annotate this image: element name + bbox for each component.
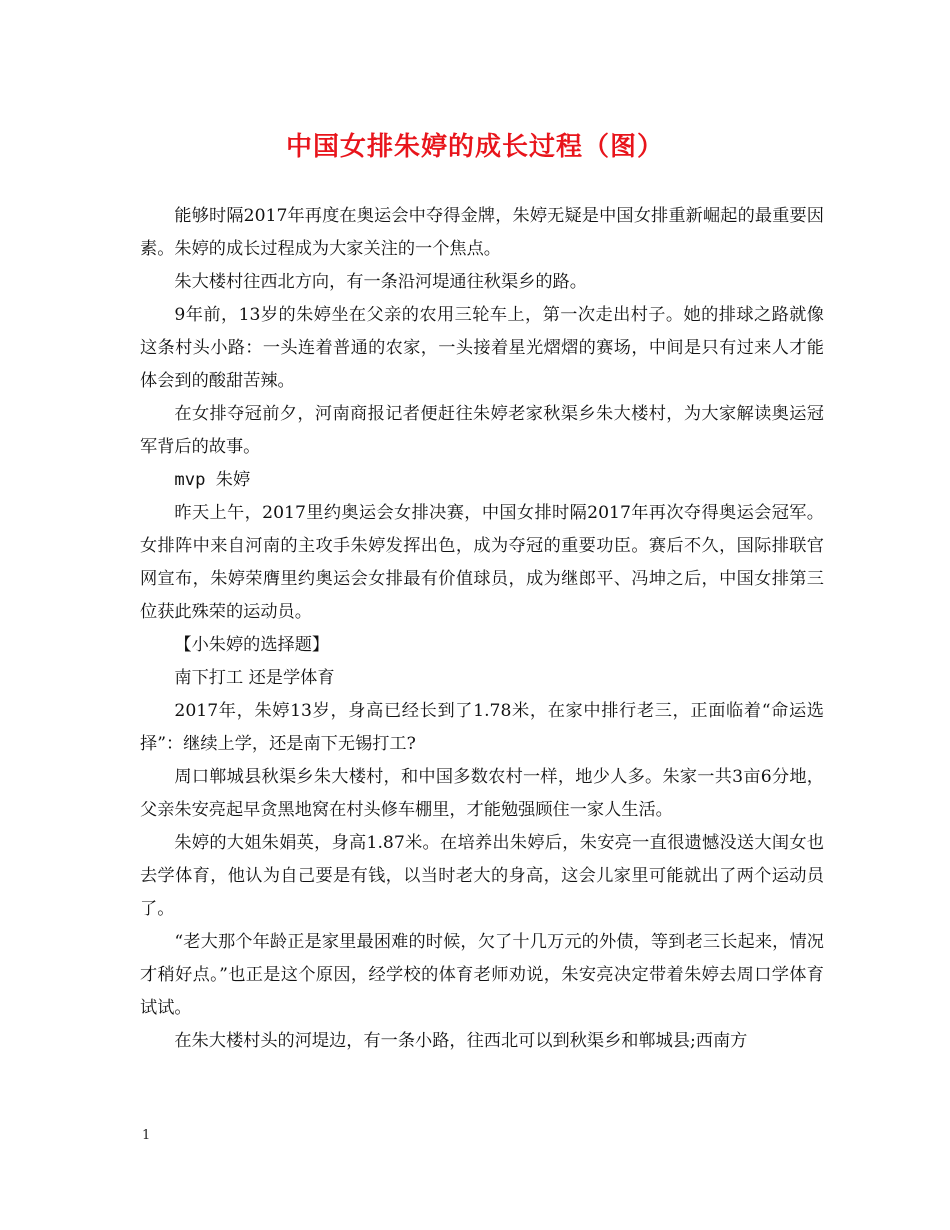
paragraph: “老大那个年龄正是家里最困难的时候，欠了十几万元的外债，等到老三长起来，情况才稍好点。”也正是这个原因，经学校的体育老师劝说，朱安亮决定带着朱婷去周口学体育试试。 xyxy=(140,932,824,1018)
section-heading: 【小朱婷的选择题】 xyxy=(174,635,330,655)
paragraph: 周口郸城县秋渠乡朱大楼村，和中国多数农村一样，地少人多。朱家一共3亩6分地，父亲朱安亮起早贪黑地窝在村头修车棚里，才能勉强顾住一家人生活。 xyxy=(140,767,824,820)
paragraph: 2017年，朱婷13岁，身高已经长到了1.78米，在家中排行老三，正面临着“命运选择”：继续上学，还是南下无锡打工? xyxy=(140,701,824,754)
paragraph: 朱大楼村往西北方向，有一条沿河堤通往秋渠乡的路。 xyxy=(174,272,587,292)
paragraph: 昨天上午，2017里约奥运会女排决赛，中国女排时隔2017年再次夺得奥运会冠军。女排阵中来自河南的主攻手朱婷发挥出色，成为夺冠的重要功臣。赛后不久，国际排联官网宣布，朱婷荣膺里约奥运会女排最有价值球员，成为继郎平、冯坤之后，中国女排第三位获此殊荣的运动员。 xyxy=(140,503,824,622)
paragraph: 在朱大楼村头的河堤边，有一条小路，往西北可以到秋渠乡和郸城县;西南方 xyxy=(174,1031,748,1051)
page-title: 中国女排朱婷的成长过程（图） xyxy=(285,132,664,162)
section-subheading: mvp 朱婷 xyxy=(174,470,251,490)
section-subheading: 南下打工 还是学体育 xyxy=(174,668,335,688)
paragraph: 在女排夺冠前夕，河南商报记者便赶往朱婷老家秋渠乡朱大楼村，为大家解读奥运冠军背后的故事。 xyxy=(140,404,824,457)
paragraph: 朱婷的大姐朱娟英，身高1.87米。在培养出朱婷后，朱安亮一直很遗憾没送大闺女也去学体育，他认为自己要是有钱，以当时老大的身高，这会儿家里可能就出了两个运动员了。 xyxy=(140,833,824,919)
article-body xyxy=(140,200,824,1058)
paragraph: 9年前，13岁的朱婷坐在父亲的农用三轮车上，第一次走出村子。她的排球之路就像这条村头小路：一头连着普通的农家，一头接着星光熠熠的赛场，中间是只有过来人才能体会到的酸甜苦辣。 xyxy=(140,305,824,391)
paragraph: 能够时隔2017年再度在奥运会中夺得金牌，朱婷无疑是中国女排重新崛起的最重要因素。朱婷的成长过程成为大家关注的一个焦点。 xyxy=(140,206,824,259)
page-number: 1 xyxy=(142,1128,151,1143)
